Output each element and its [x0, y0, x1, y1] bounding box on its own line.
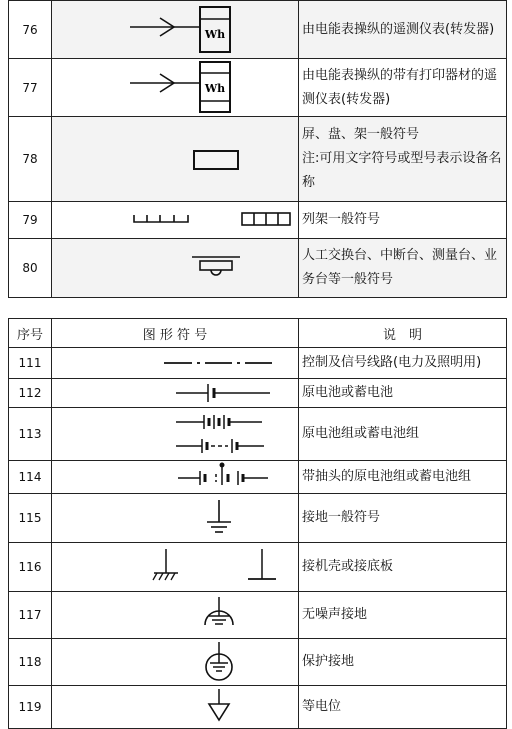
row-number: 114 [9, 461, 52, 494]
row-description: 无噪声接地 [299, 592, 507, 639]
table-row [9, 686, 507, 729]
table-row [9, 59, 507, 117]
row-description: 列架一般符号 [299, 202, 507, 239]
symbol-table-top [8, 0, 507, 298]
table-row [9, 202, 507, 239]
table-row [9, 1, 507, 59]
row-number: 78 [9, 117, 52, 202]
battery-group-icon [52, 408, 299, 461]
row-description: 接地一般符号 [299, 494, 507, 543]
table-row [9, 379, 507, 408]
row-number: 77 [9, 59, 52, 117]
ground-icon [52, 494, 299, 543]
row-description: 接机壳或接底板 [299, 543, 507, 592]
row-description: 原电池组或蓄电池组 [299, 408, 507, 461]
row-description: 由电能表操纵的遥测仪表(转发器) [299, 1, 507, 59]
meter-label: Wh [204, 82, 226, 95]
row-description: 控制及信号线路(电力及照明用) [299, 348, 507, 379]
table-row [9, 408, 507, 461]
table-row [9, 639, 507, 686]
row-description: 等电位 [299, 686, 507, 729]
manual-switchboard-icon [52, 239, 299, 298]
row-description: 原电池或蓄电池 [299, 379, 507, 408]
table-header-row [9, 319, 507, 348]
table-row [9, 543, 507, 592]
row-description: 由电能表操纵的带有打印器材的遥测仪表(转发器) [299, 59, 507, 117]
tapped-battery-icon [52, 461, 299, 494]
table-row [9, 348, 507, 379]
noiseless-ground-icon [52, 592, 299, 639]
row-description: 人工交换台、中断台、测量台、业务台等一般符号 [299, 239, 507, 298]
row-description: 屏、盘、架一般符号 注:可用文字符号或型号表示设备名称 [299, 117, 507, 202]
row-rack-icon [52, 202, 299, 239]
row-number: 119 [9, 686, 52, 729]
header-symbol: 图 形 符 号 [52, 319, 299, 348]
symbol-table-bottom [8, 318, 507, 729]
row-number: 112 [9, 379, 52, 408]
protective-ground-icon [52, 639, 299, 686]
table-row [9, 592, 507, 639]
equipotential-icon [52, 686, 299, 729]
header-number: 序号 [9, 319, 52, 348]
row-number: 80 [9, 239, 52, 298]
row-number: 111 [9, 348, 52, 379]
panel-rack-icon [52, 117, 299, 202]
meter-label: Wh [204, 28, 226, 41]
row-description: 带抽头的原电池组或蓄电池组 [299, 461, 507, 494]
row-number: 79 [9, 202, 52, 239]
row-number: 76 [9, 1, 52, 59]
table-row [9, 461, 507, 494]
row-number: 117 [9, 592, 52, 639]
table-row [9, 117, 507, 202]
telemetry-meter-printer-icon [52, 59, 299, 117]
row-description: 保护接地 [299, 639, 507, 686]
header-description: 说 明 [299, 319, 507, 348]
row-number: 118 [9, 639, 52, 686]
telemetry-meter-icon [52, 1, 299, 59]
battery-cell-icon [52, 379, 299, 408]
control-signal-line-icon [52, 348, 299, 379]
chassis-ground-icon [52, 543, 299, 592]
row-number: 115 [9, 494, 52, 543]
table-row [9, 239, 507, 298]
row-number: 116 [9, 543, 52, 592]
table-row [9, 494, 507, 543]
row-number: 113 [9, 408, 52, 461]
